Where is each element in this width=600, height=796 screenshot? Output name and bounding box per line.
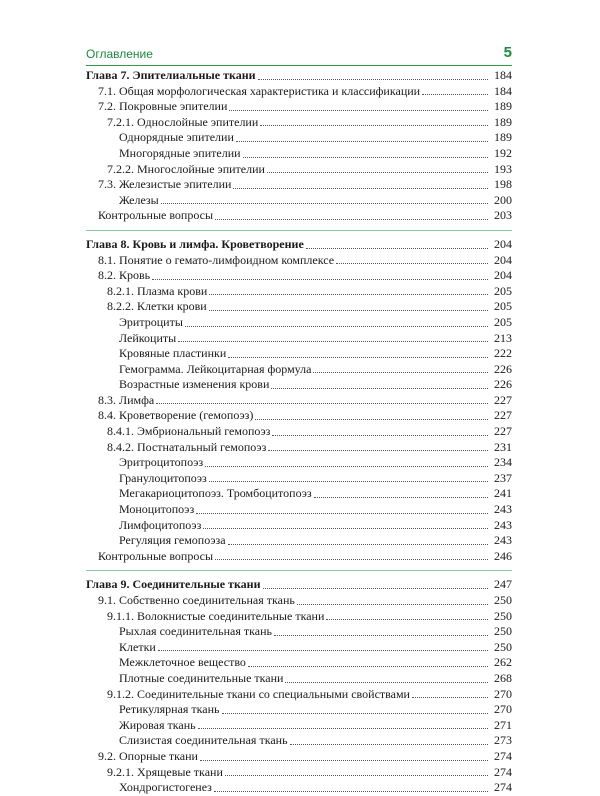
toc-entry-title: 9.1.2. Соединительные ткани со специальными свойствами [107,686,410,701]
toc-entry-title: Моноцитопоэз [119,502,195,517]
toc-entry-page: 247 [494,577,512,592]
toc-entry[interactable] [86,655,512,671]
dot-leader [214,791,488,792]
dot-leader [158,650,488,651]
dot-leader [258,79,488,80]
toc-entry-title: Глава 9. Соединительные ткани [86,577,261,592]
toc-entry[interactable] [86,377,512,393]
toc-entry[interactable] [86,640,512,656]
running-title: Оглавление [86,47,153,61]
toc-entry-page: 246 [494,548,512,563]
dot-leader [200,760,488,761]
toc-entry[interactable] [86,346,512,362]
toc-entry-page: 250 [494,608,512,623]
toc-entry-title: 7.2.1. Однослойные эпителии [107,114,259,129]
toc-entry-page: 204 [494,252,512,267]
toc-entry[interactable] [86,162,512,178]
toc-entry-page: 241 [494,486,512,501]
toc-entry-title: Глава 7. Эпителиальные ткани [86,68,256,82]
toc-entry-title: 7.3. Железистые эпителии [98,177,232,192]
toc-entry-page: 243 [494,502,512,517]
toc-entry-page: 250 [494,639,512,654]
dot-leader [285,682,488,683]
toc-entry-page: 192 [494,145,512,160]
toc-entry-title: Однорядные эпителии [119,130,234,145]
toc-entry-page: 227 [494,408,512,423]
toc-entry-page: 243 [494,533,512,548]
toc-entry[interactable] [86,299,512,315]
chapter-heading-row[interactable] [86,577,512,593]
toc-entry-page: 274 [494,764,512,779]
toc-entry-title: 9.1. Собственно соединительная ткань [98,593,295,607]
dot-leader [248,666,488,667]
dot-leader [297,604,488,605]
dot-leader [209,294,488,295]
toc-entry-page: 205 [494,314,512,329]
toc-entry-page: 222 [494,346,512,361]
toc-entry-title: Рыхлая соединительная ткань [119,624,272,639]
dot-leader [225,775,488,776]
toc-entry-title: Контрольные вопросы [98,548,214,563]
dot-leader [274,635,488,636]
toc-entry[interactable] [86,718,512,734]
dot-leader [205,466,488,467]
toc-entry-page: 270 [494,702,512,717]
dot-leader [267,172,488,173]
toc-entry-title: Многорядные эпителии [119,145,241,160]
toc-entry-page: 234 [494,455,512,470]
toc-entry[interactable] [86,284,512,300]
toc-entry[interactable] [86,671,512,687]
toc-entry-title: 7.2.2. Многослойные эпителии [107,161,265,176]
toc-entry-page: 189 [494,99,512,114]
toc-entry[interactable] [86,609,512,625]
toc-entry-title: Плотные соединительные ткани [119,670,284,685]
dot-leader [290,744,488,745]
toc-entry-page: 184 [494,83,512,98]
toc-entry-title: 7.2. Покровные эпителии [98,99,228,114]
toc-entry[interactable] [86,146,512,162]
toc-entry-title: 8.2. Кровь [98,268,151,283]
dot-leader [178,341,488,342]
toc-entry-title: Гемограмма. Лейкоцитарная формула [119,361,312,376]
chapter-divider [86,230,512,231]
toc-entry-page: 243 [494,517,512,532]
dot-leader [209,310,488,311]
toc-entry[interactable] [86,502,512,518]
chapter-heading-row[interactable] [86,68,512,84]
dot-leader [152,279,488,280]
dot-leader [272,435,488,436]
dot-leader [228,544,488,545]
dot-leader [243,157,488,158]
toc-entry-title: 9.2. Опорные ткани [98,748,198,763]
toc-entry-page: 198 [494,177,512,192]
toc-entry-title: Мегакариоцитопоэз. Тромбоцитопоэз [119,486,312,501]
dot-leader [203,528,488,529]
toc-entry-page: 227 [494,392,512,407]
toc-entry-title: Межклеточное вещество [119,655,246,670]
toc-entry[interactable] [86,702,512,718]
toc-entry-title: Регуляция гемопоэза [119,533,226,548]
toc-entry[interactable] [86,549,512,565]
toc-entry-title: 8.4.2. Постнатальный гемопоэз [107,439,267,454]
toc-entry[interactable] [86,268,512,284]
toc-entry-page: 205 [494,299,512,314]
toc-entry-page: 250 [494,593,512,607]
dot-leader [156,403,488,404]
toc-entry-title: Возрастные изменения крови [119,377,270,392]
dot-leader [326,619,488,620]
toc-entry[interactable] [86,733,512,749]
toc-entry[interactable] [86,177,512,193]
toc-entry-page: 213 [494,330,512,345]
toc-entry-page: 237 [494,470,512,485]
toc-entry-page: 204 [494,268,512,283]
toc-entry[interactable] [86,408,512,424]
chapter-divider [86,570,512,571]
dot-leader [236,141,488,142]
toc-entry-page: 227 [494,424,512,439]
toc-entry[interactable] [86,115,512,131]
toc-entry-title: Лимфоцитопоэз [119,517,202,532]
dot-leader [314,497,488,498]
dot-leader [313,372,488,373]
toc-entry-page: 262 [494,655,512,670]
toc-entry-title: Хондрогистогенез [119,780,212,795]
table-of-contents [86,68,512,796]
toc-entry-title: Слизистая соединительная ткань [119,733,288,748]
dot-leader [422,94,488,95]
toc-entry-page: 193 [494,161,512,176]
toc-entry[interactable] [86,331,512,347]
dot-leader [198,728,488,729]
toc-entry[interactable] [86,518,512,534]
toc-entry-title: Ретикулярная ткань [119,702,220,717]
toc-entry[interactable] [86,471,512,487]
dot-leader [255,419,488,420]
dot-leader [209,481,488,482]
toc-entry-title: Жировая ткань [119,717,196,732]
toc-entry-title: 9.1.1. Волокнистые соединительные ткани [107,608,325,623]
toc-entry-title: 8.1. Понятие о гемато-лимфоидном комплексе [98,252,335,267]
toc-entry[interactable] [86,624,512,640]
dot-leader [161,203,488,204]
toc-entry-title: 8.2.2. Клетки крови [107,299,207,314]
toc-entry-title: 8.3. Лимфа [98,392,155,407]
toc-entry[interactable] [86,130,512,146]
toc-entry[interactable] [86,315,512,331]
toc-entry-title: 8.4. Кроветворение (гемопоэз) [98,408,254,423]
toc-entry[interactable] [86,393,512,409]
toc-entry[interactable] [86,253,512,269]
dot-leader [306,248,488,249]
toc-entry[interactable] [86,440,512,456]
header-divider [86,65,512,66]
chapter-block [86,237,512,564]
toc-entry[interactable] [86,424,512,440]
toc-entry-title: Лейкоциты [119,330,177,345]
dot-leader [336,263,488,264]
chapter-heading-row[interactable] [86,237,512,253]
chapter-block [86,68,512,224]
toc-entry-page: 270 [494,686,512,701]
toc-entry-title: 8.4.1. Эмбриональный гемопоэз [107,424,271,439]
toc-entry-title: 9.2.1. Хрящевые ткани [107,764,223,779]
toc-entry-page: 189 [494,130,512,145]
toc-entry-page: 274 [494,748,512,763]
toc-entry-title: Контрольные вопросы [98,208,214,223]
chapter-block [86,577,512,795]
dot-leader [412,697,488,698]
toc-entry[interactable] [86,780,512,796]
toc-entry-title: Гранулоцитопоэз [119,470,207,485]
page-number: 5 [503,44,512,61]
toc-entry-page: 268 [494,670,512,685]
toc-entry-page: 203 [494,208,512,223]
toc-entry-page: 205 [494,283,512,298]
toc-entry-title: Эритроцитопоэз [119,455,204,470]
toc-entry-page: 231 [494,439,512,454]
dot-leader [233,188,488,189]
page-header [86,44,512,66]
toc-entry-title: Глава 8. Кровь и лимфа. Кроветворение [86,236,304,251]
dot-leader [260,125,488,126]
toc-entry-page: 271 [494,717,512,732]
toc-entry[interactable] [86,687,512,703]
toc-entry-page: 204 [494,236,512,251]
toc-entry[interactable] [86,486,512,502]
toc-entry[interactable] [86,593,512,609]
toc-entry-page: 226 [494,361,512,376]
toc-entry-page: 273 [494,733,512,748]
toc-entry[interactable] [86,193,512,209]
toc-entry-page: 189 [494,114,512,129]
toc-entry-title: 7.1. Общая морфологическая характеристика и классификации [98,83,421,98]
toc-entry-title: Кровяные пластинки [119,346,227,361]
dot-leader [228,357,488,358]
toc-entry-page: 226 [494,377,512,392]
toc-entry[interactable] [86,455,512,471]
toc-entry-title: Эритроциты [119,314,183,329]
toc-entry[interactable] [86,84,512,100]
toc-entry[interactable] [86,362,512,378]
toc-entry-title: Железы [119,192,159,207]
toc-entry-title: Клетки [119,639,156,654]
dot-leader [268,450,488,451]
toc-entry[interactable] [86,749,512,765]
toc-entry-title: 8.2.1. Плазма крови [107,283,208,298]
toc-entry[interactable] [86,765,512,781]
dot-leader [271,388,488,389]
toc-entry-page: 274 [494,780,512,795]
toc-entry[interactable] [86,208,512,224]
toc-entry[interactable] [86,533,512,549]
dot-leader [215,219,488,220]
toc-entry-page: 184 [494,68,512,82]
dot-leader [185,326,488,327]
toc-entry[interactable] [86,99,512,115]
dot-leader [222,713,488,714]
toc-entry-page: 250 [494,624,512,639]
dot-leader [215,559,488,560]
toc-entry-page: 200 [494,192,512,207]
dot-leader [263,588,488,589]
dot-leader [229,110,488,111]
dot-leader [196,513,488,514]
